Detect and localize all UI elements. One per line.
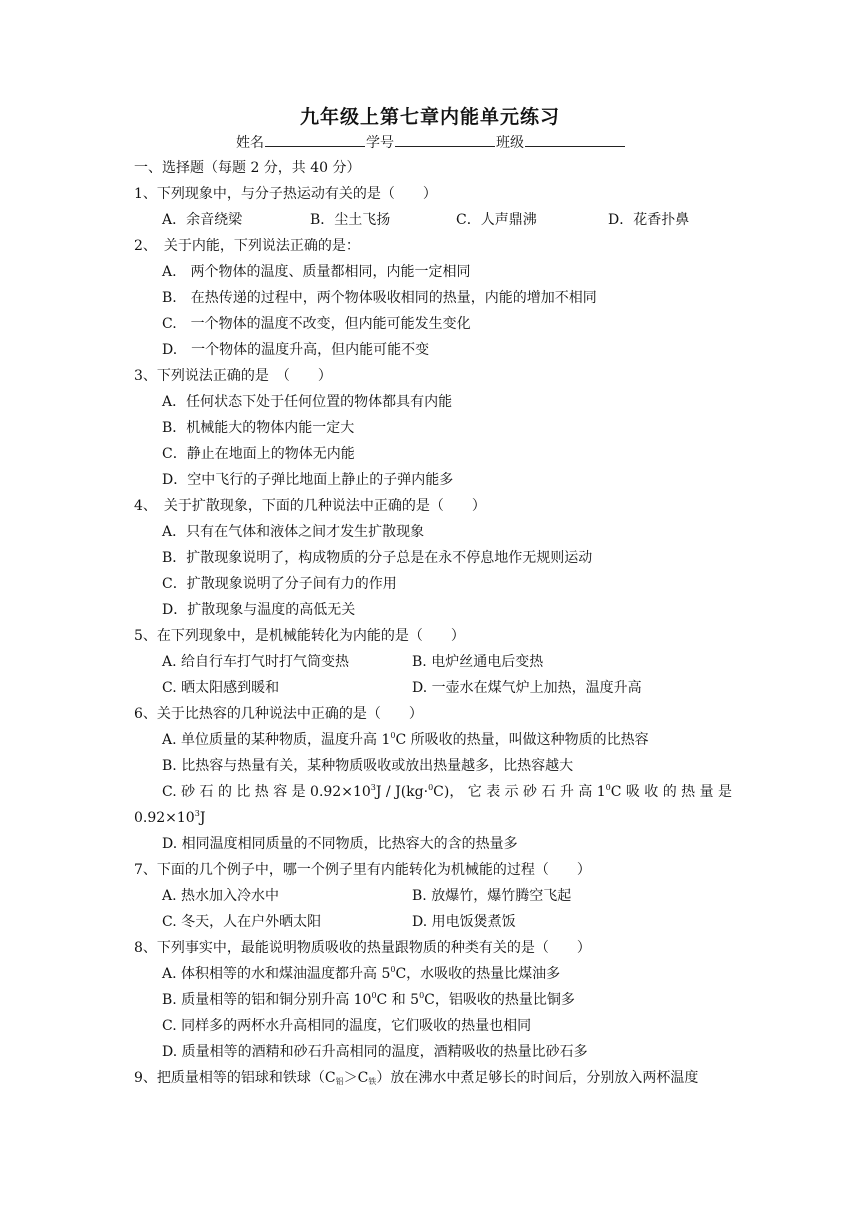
name-blank <box>265 132 365 147</box>
question-5-stem: 5、在下列现象中，是机械能转化为内能的是（ ） <box>134 628 465 644</box>
q5-option-d: D. 一壶水在煤气炉上加热，温度升高 <box>412 680 642 696</box>
section-heading: 一、选择题（每题 2 分，共 40 分） <box>134 160 361 176</box>
q8-a-text-2: C，水吸收的热量比煤油多 <box>395 966 561 982</box>
q6-a-text-2: C 所吸收的热量，叫做这种物质的比热容 <box>395 732 649 748</box>
value-text: 0.92×10 <box>310 784 371 800</box>
q5-option-b: B. 电炉丝通电后变热 <box>412 654 544 670</box>
q9-text-3: ）放在沸水中煮足够长的时间后，分别放入两杯温度 <box>376 1070 699 1086</box>
q6-c-word: 是 <box>291 784 306 800</box>
q2-option-a: A. 两个物体的温度、质量都相同，内能一定相同 <box>162 264 471 280</box>
question-9-stem <box>134 1068 698 1088</box>
q6-c-word: 砂 <box>523 784 538 800</box>
question-7-stem: 7、下面的几个例子中，哪一个例子里有内能转化为机械能的过程（ ） <box>134 862 591 878</box>
class-blank <box>525 132 625 147</box>
q6-option-c-continued <box>134 808 205 828</box>
question-5-options-row-1 <box>0 652 860 672</box>
q6-c-word: 热 <box>681 784 696 800</box>
q6-c-word: 石 <box>541 784 556 800</box>
q8-option-d: D. 质量相等的酒精和砂石升高相同的温度，酒精吸收的热量比砂石多 <box>162 1044 588 1060</box>
q8-b-text-3: C，铝吸收的热量比铜多 <box>424 992 575 1008</box>
q6-c-word: 量 <box>699 784 714 800</box>
q1-option-a: A．余音绕梁 <box>162 212 243 228</box>
page-title: 九年级上第七章内能单元练习 <box>299 106 560 128</box>
q6-c-word: 的 <box>662 784 677 800</box>
question-5-options-row-2 <box>0 678 860 698</box>
q6-c-word: C. <box>162 784 177 800</box>
degree-sup: 0 <box>428 783 434 792</box>
q1-option-c: C．人声鼎沸 <box>456 212 537 228</box>
class-label: 班级 <box>496 135 524 151</box>
q3-option-c: C．静止在地面上的物体无内能 <box>162 446 355 462</box>
q6-a-text-1: A. 单位质量的某种物质，温度升高 1 <box>162 732 391 748</box>
degree-sup: 0 <box>390 731 396 740</box>
q6-option-a <box>162 730 649 750</box>
q2-option-c: C. 一个物体的温度不改变，但内能可能发生变化 <box>162 316 471 332</box>
q7-option-d: D. 用电饭煲煮饭 <box>412 914 516 930</box>
q4-option-d: D．扩散现象与温度的高低无关 <box>162 602 356 618</box>
q8-option-b <box>162 990 575 1010</box>
q3-option-a: A．任何状态下处于任何位置的物体都具有内能 <box>162 394 453 410</box>
q2-option-b: B. 在热传递的过程中，两个物体吸收相同的热量，内能的增加不相同 <box>162 290 597 306</box>
q8-a-text-1: A. 体积相等的水和煤油温度都升高 5 <box>162 966 391 982</box>
question-7-options-row-1 <box>0 886 860 906</box>
q9-text-1: 9、把质量相等的铝球和铁球（C <box>134 1070 336 1086</box>
unit-end-text: C)， <box>433 784 464 800</box>
id-blank <box>395 132 495 147</box>
q6-c-word: 容 <box>273 784 288 800</box>
q6-c-word: 热 <box>254 784 269 800</box>
q2-option-d: D. 一个物体的温度升高，但内能可能不变 <box>162 342 430 358</box>
q4-option-b: B．扩散现象说明了，构成物质的分子总是在永不停息地作无规则运动 <box>162 550 593 566</box>
q5-option-c: C. 晒太阳感到暖和 <box>162 680 280 696</box>
q6-c-word: 吸 <box>625 784 640 800</box>
question-2-stem: 2、 关于内能，下列说法正确的是： <box>134 238 360 254</box>
degree-sup: 0 <box>371 991 377 1000</box>
value-text: 0.92×10 <box>134 810 195 826</box>
question-7-options-row-2 <box>0 912 860 932</box>
q6-c-word: 的 <box>217 784 232 800</box>
q9-text-2: ＞C <box>343 1070 369 1086</box>
q6-c-word: 收 <box>644 784 659 800</box>
iron-subscript: 铁 <box>368 1077 377 1086</box>
name-label: 姓名 <box>236 135 264 151</box>
q3-option-d: D．空中飞行的子弹比地面上静止的子弹内能多 <box>162 472 454 488</box>
question-4-stem: 4、 关于扩散现象，下面的几种说法中正确的是（ ） <box>134 498 486 514</box>
student-info-line <box>236 132 626 152</box>
celsius-text: C <box>610 784 622 800</box>
degree-sup: 0 <box>605 783 611 792</box>
q6-c-word: 高 <box>578 784 593 800</box>
degree-sup: 0 <box>419 991 425 1000</box>
q8-option-c: C. 同样多的两杯水升高相同的温度，它们吸收的热量也相同 <box>162 1018 532 1034</box>
aluminum-subscript: 铝 <box>335 1077 344 1086</box>
q6-c-word: 示 <box>504 784 519 800</box>
q6-c-word: 它 <box>467 784 482 800</box>
q6-c-word: 是 <box>717 784 732 800</box>
q4-option-a: A．只有在气体和液体之间才发生扩散现象 <box>162 524 425 540</box>
q6-c-word: 升 <box>559 784 574 800</box>
exponent-sup: 3 <box>370 783 376 792</box>
q8-option-a <box>162 964 560 984</box>
q6-c-value <box>310 782 463 802</box>
q6-c-word: 石 <box>199 784 214 800</box>
q6-option-d: D. 相同温度相同质量的不同物质，比热容大的含的热量多 <box>162 836 518 852</box>
one-text: 1 <box>596 784 606 800</box>
q6-c-word: 砂 <box>181 784 196 800</box>
q3-option-b: B．机械能大的物体内能一定大 <box>162 420 355 436</box>
q1-option-b: B．尘土飞扬 <box>310 212 391 228</box>
question-1-options <box>0 210 860 230</box>
question-3-stem: 3、下列说法正确的是 （ ） <box>134 368 332 384</box>
q5-option-a: A. 给自行车打气时打气筒变热 <box>162 654 350 670</box>
id-label: 学号 <box>366 135 394 151</box>
q6-option-b: B. 比热容与热量有关，某种物质吸收或放出热量越多，比热容越大 <box>162 758 574 774</box>
q6-c-word: 比 <box>236 784 251 800</box>
q8-b-text-2: C 和 5 <box>376 992 420 1008</box>
q8-b-text-1: B. 质量相等的铝和铜分别升高 10 <box>162 992 372 1008</box>
unit-text: J <box>199 810 206 826</box>
q6-c-degree <box>597 782 622 802</box>
q6-c-word: 表 <box>486 784 501 800</box>
question-1-stem: 1、下列现象中，与分子热运动有关的是（ ） <box>134 186 437 202</box>
q1-option-d: D．花香扑鼻 <box>608 212 690 228</box>
q7-option-c: C. 冬天，人在户外晒太阳 <box>162 914 322 930</box>
exponent-sup: 3 <box>194 809 200 818</box>
question-6-stem: 6、关于比热容的几种说法中正确的是（ ） <box>134 706 423 722</box>
q4-option-c: C．扩散现象说明了分子间有力的作用 <box>162 576 397 592</box>
unit-text: J / J(kg· <box>375 784 429 800</box>
q7-option-a: A. 热水加入冷水中 <box>162 888 280 904</box>
q7-option-b: B. 放爆竹，爆竹腾空飞起 <box>412 888 572 904</box>
degree-sup: 0 <box>390 965 396 974</box>
question-8-stem: 8、下列事实中，最能说明物质吸收的热量跟物质的种类有关的是（ ） <box>134 940 591 956</box>
q6-option-c <box>162 782 732 802</box>
